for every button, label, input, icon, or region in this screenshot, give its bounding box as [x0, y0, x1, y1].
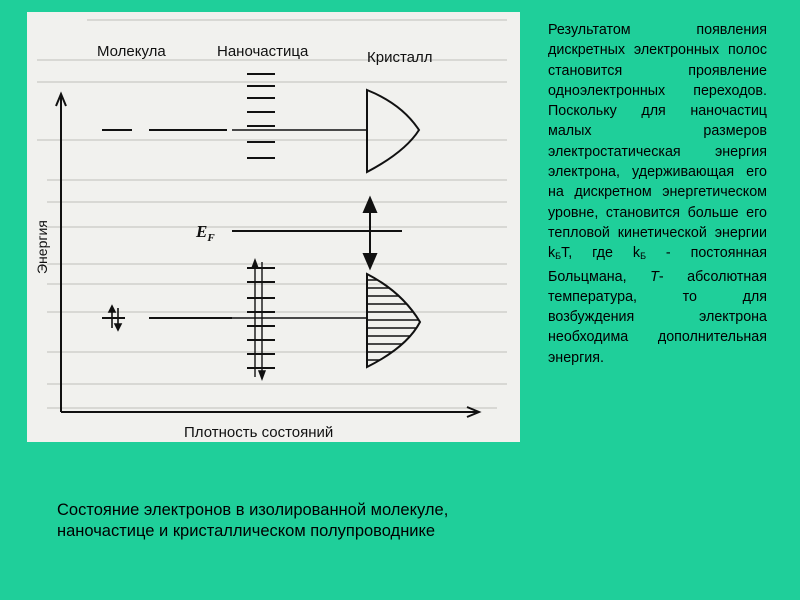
background-noise — [37, 20, 507, 408]
energy-diagram-figure — [27, 12, 520, 442]
side-text-part-3: - постоянная Больцмана, — [548, 245, 767, 285]
label-energy: Энергия — [34, 220, 50, 274]
caption-line-2: наночастице и кристаллическом полупроводнике — [57, 522, 436, 540]
side-text-sub-2: Б — [640, 251, 646, 262]
label-density: Плотность состояний — [184, 424, 334, 441]
figure-caption — [57, 500, 537, 542]
label-molecule: Молекула — [97, 43, 166, 60]
side-text-part-4: - абсолютная температура, то для возбуждения электрона необходима дополнительная энергия. — [548, 268, 767, 366]
side-text-paragraph — [548, 20, 767, 368]
nanoparticle-electron-arrows — [252, 260, 265, 379]
side-text-part-1: Результатом появления дискретных электронных полос становится проявление одноэлектронных переходов. Поскольку для наночастиц малых размеров электростатическая энергия электрона, удерживающая его на дискретном энергетическом уровне, становится больше его тепловой кинетической энергии k — [548, 22, 767, 262]
label-crystal: Кристалл — [367, 49, 433, 66]
side-text-sub-1: Б — [555, 251, 562, 262]
side-text-t: T — [650, 268, 659, 285]
energy-diagram — [27, 12, 520, 442]
nanoparticle-empty-levels — [232, 74, 367, 158]
label-fermi: $E_F$ — [196, 222, 215, 244]
nanoparticle-filled-levels — [232, 268, 367, 368]
band-gap-arrow — [364, 198, 376, 268]
side-text-part-2: T, где k — [561, 245, 641, 262]
caption-line-1: Состояние электронов в изолированной молекуле, — [57, 501, 449, 519]
crystal-conduction-band — [367, 90, 419, 172]
label-nanoparticle: Наночастица — [217, 43, 309, 60]
